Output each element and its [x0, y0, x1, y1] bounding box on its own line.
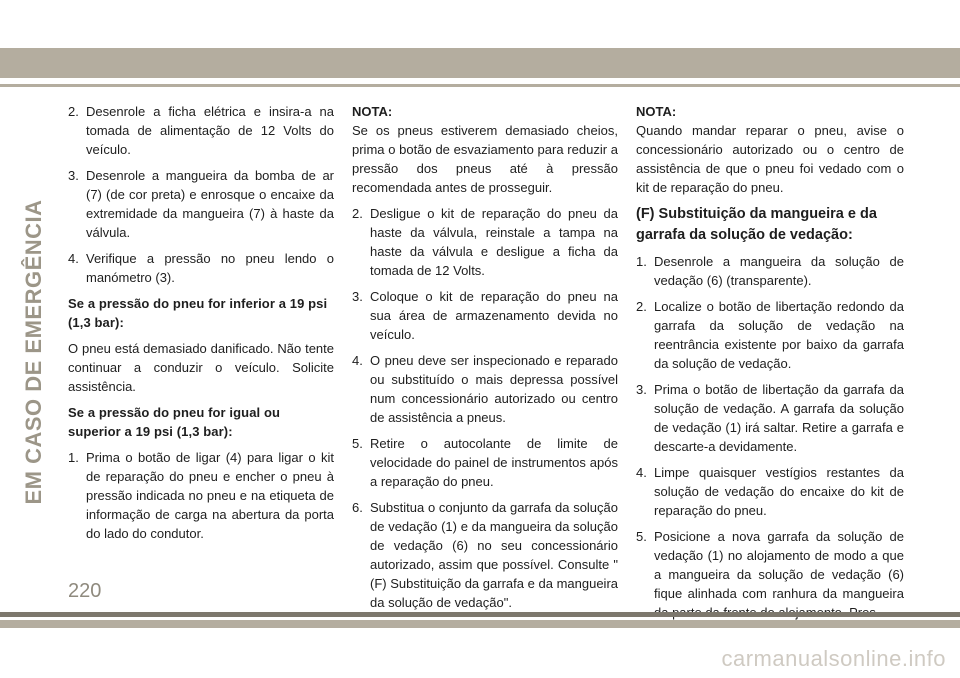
- item-number: 1.: [68, 450, 79, 465]
- item-text: Desenrole a mangueira da bomba de ar (7) (de cor preta) e enrosque o encaixe da extremidade da mangueira (7) à haste da válvula.: [86, 168, 334, 240]
- item-text: Prima o botão de libertação da garrafa da solução de vedação. A garrafa da solução de vedação (1) irá saltar. Retire a garrafa e descarte-a devidamente.: [654, 382, 904, 454]
- note-text: Se os pneus estiverem demasiado cheios, prima o botão de esvaziamento para reduzir a pressão dos pneus até à pressão recomendada antes de prosseguir.: [352, 123, 618, 195]
- item-text: Localize o botão de libertação redondo da garrafa da solução de vedação na reentrância existente por baixo da garrafa da solução de vedação.: [654, 299, 904, 371]
- item-text: Prima o botão de ligar (4) para ligar o kit de reparação do pneu e encher o pneu à pressão indicada no pneu e na etiqueta de informação de carga na abertura da porta do lado do condutor.: [86, 450, 334, 541]
- watermark: carmanualsonline.info: [721, 646, 946, 671]
- list-item: [352, 351, 618, 427]
- item-text: Limpe quaisquer vestígios restantes da solução de vedação do encaixe do kit de reparação do pneu.: [654, 465, 904, 518]
- note-label: NOTA:: [352, 104, 393, 119]
- item-number: 4.: [352, 353, 363, 368]
- item-text: Retire o autocolante de limite de velocidade do painel de instrumentos após a reparação do pneu.: [370, 436, 618, 489]
- footer-band: [0, 620, 960, 628]
- list-item: [636, 380, 904, 456]
- list-item: [636, 252, 904, 290]
- item-text: Posicione a nova garrafa da solução de vedação (1) no alojamento de modo a que a mangueira da solução de vedação (6) fique alinhada com ranhura da mangueira: [654, 529, 904, 601]
- list-item: [352, 434, 618, 491]
- item-text: Verifique a pressão no pneu lendo o manómetro (3).: [86, 251, 334, 285]
- item-number: 4.: [636, 465, 647, 480]
- list-item: [68, 166, 334, 242]
- item-text: Desenrole a mangueira da solução de vedação (6) (transparente).: [654, 254, 904, 288]
- list-item: [68, 249, 334, 287]
- item-number: 5.: [636, 529, 647, 544]
- item-text: Coloque o kit de reparação do pneu na sua área de armazenamento devida no veículo.: [370, 289, 618, 342]
- list-item: [352, 204, 618, 280]
- item-text: Substitua o conjunto da garrafa da solução de vedação (1) e da mangueira da solução de vedação (6) no seu concessionário autorizado, assim que possível. Consulte "(F) Substituição da garrafa e da mangueira da solução de vedação".: [370, 500, 618, 610]
- list-item: [68, 448, 334, 543]
- item-number: 6.: [352, 500, 363, 515]
- list-item: [68, 102, 334, 159]
- text-column-1: [68, 102, 334, 550]
- paragraph: O pneu está demasiado danificado. Não tente continuar a conduzir o veículo. Solicite assistência.: [68, 341, 334, 394]
- item-number: 3.: [68, 168, 79, 183]
- item-number: 1.: [636, 254, 647, 269]
- condition-heading-low: Se a pressão do pneu for inferior a 19 psi (1,3 bar):: [68, 296, 328, 330]
- footer-rule: [0, 612, 960, 617]
- text-column-2: [352, 102, 618, 619]
- list-item: [352, 498, 618, 612]
- header-band: [0, 48, 960, 78]
- item-number: 2.: [352, 206, 363, 221]
- text-column-3: [636, 102, 904, 629]
- note-label: NOTA:: [636, 104, 677, 119]
- condition-heading-ok: Se a pressão do pneu for igual ou superior a 19 psi (1,3 bar):: [68, 405, 281, 439]
- list-item: [636, 527, 904, 622]
- header-rule: [0, 84, 960, 87]
- list-item: [352, 287, 618, 344]
- item-number: 2.: [68, 104, 79, 119]
- list-item: [636, 297, 904, 373]
- item-number: 2.: [636, 299, 647, 314]
- item-number: 3.: [636, 382, 647, 397]
- item-number: 3.: [352, 289, 363, 304]
- page-number: 220: [68, 580, 102, 602]
- item-text: Desenrole a ficha elétrica e insira-a na tomada de alimentação de 12 Volts do veículo.: [86, 104, 334, 157]
- item-number: 5.: [352, 436, 363, 451]
- item-number: 4.: [68, 251, 79, 266]
- list-item: [636, 463, 904, 520]
- item-text: Desligue o kit de reparação do pneu da haste da válvula, reinstale a tampa na haste da válvula e desligue a ficha da tomada de 12 Volts.: [370, 206, 618, 278]
- section-heading: (F) Substituição da mangueira e da garrafa da solução de vedação:: [636, 206, 877, 243]
- section-side-title: EM CASO DE EMERGÊNCIA: [21, 199, 46, 505]
- note-text: Quando mandar reparar o pneu, avise o concessionário autorizado ou o centro de assistência de que o pneu foi vedado com o kit de reparação do pneu.: [636, 123, 904, 195]
- item-text: O pneu deve ser inspecionado e reparado ou substituído o mais depressa possível num concessionário autorizado ou centro de assistência a pneus.: [370, 353, 618, 425]
